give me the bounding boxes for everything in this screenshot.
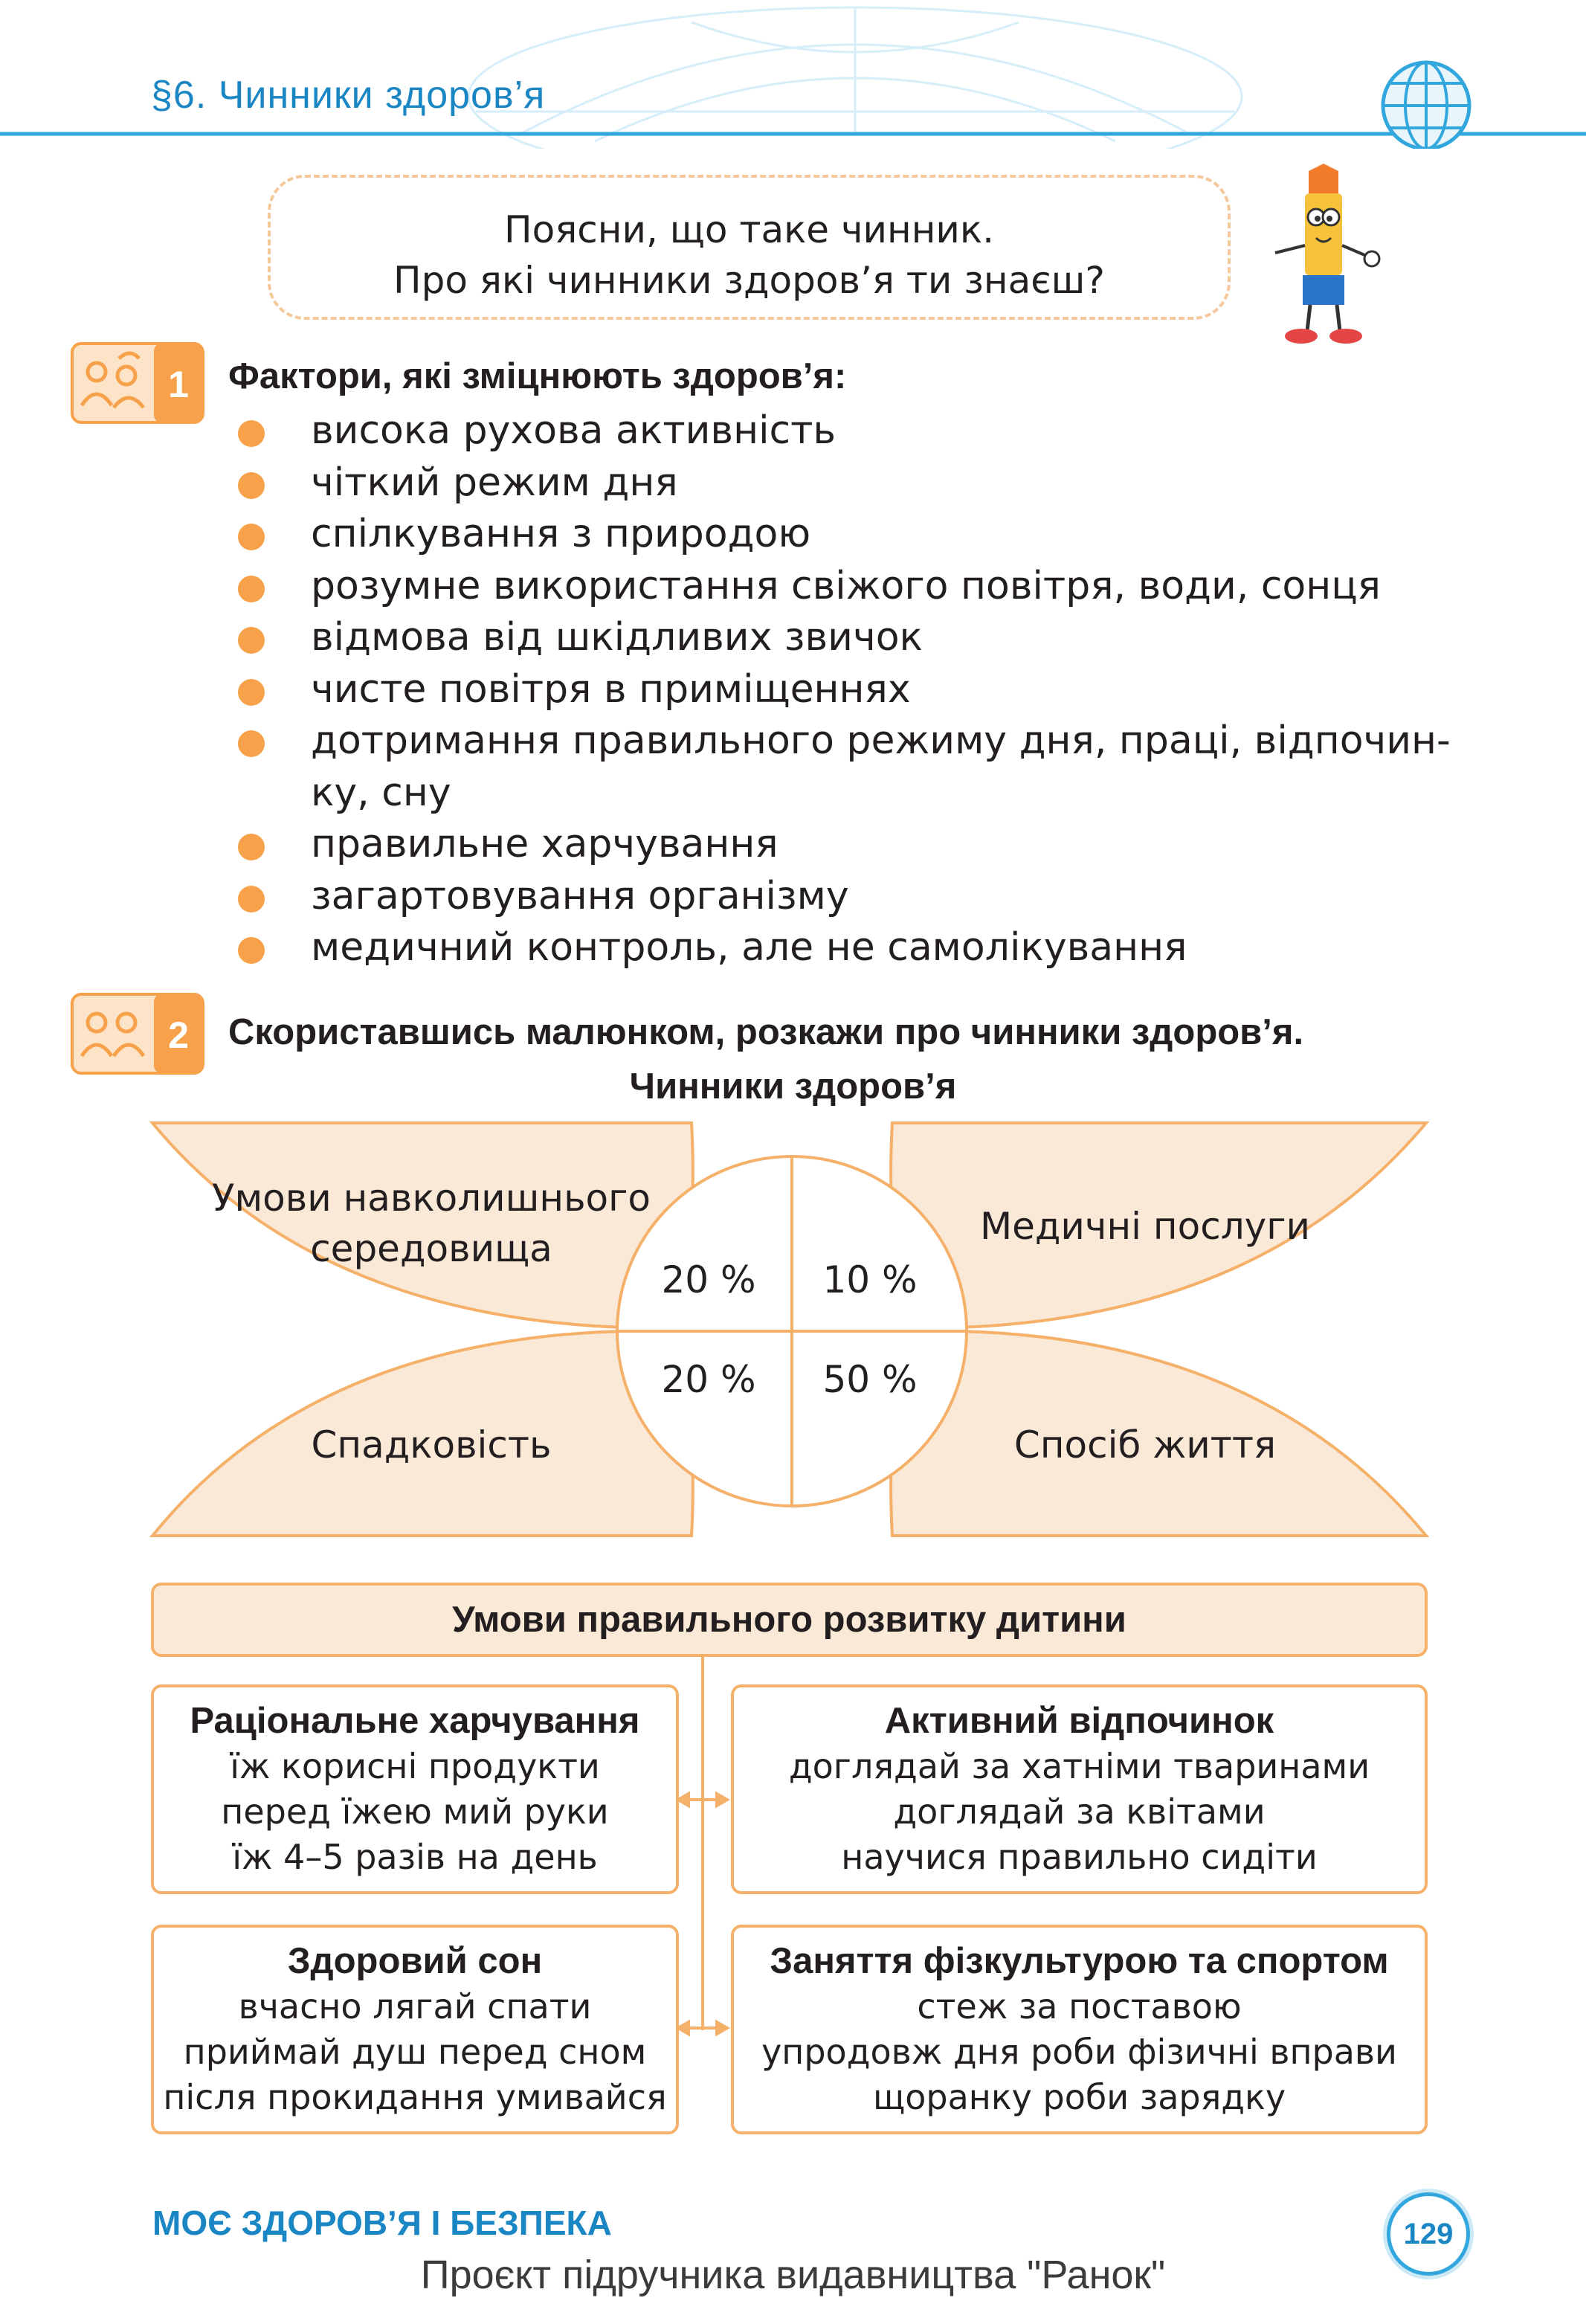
page-number: 129 [1387, 2192, 1470, 2276]
petal-environment [152, 1123, 693, 1327]
list-item: дотримання правильного режиму дня, праці, відпочин- ку, сну [238, 715, 1530, 819]
label-medical-services: Медичні послуги [979, 1205, 1311, 1248]
card-healthy-sleep [151, 1925, 679, 2134]
development-title: Умови правильного розвитку дитини [151, 1583, 1428, 1657]
health-factors-list [238, 405, 1530, 974]
bullet-dot-icon [238, 730, 265, 757]
list-item: відмова від шкідливих звичок [238, 612, 1530, 664]
list-item: медичний контроль, але не самолікування [238, 922, 1530, 974]
task-1-heading: Фактори, які зміцнюють здоров’я: [228, 356, 847, 396]
list-item: спілкування з природою [238, 509, 1530, 561]
bullet-dot-icon [238, 886, 265, 912]
label-lifestyle: Спосіб життя [1013, 1423, 1277, 1467]
bullet-dot-icon [238, 834, 265, 860]
pencil-mascot-illustration [1257, 164, 1390, 350]
prompt-bubble [268, 175, 1231, 320]
project-note: Проєкт підручника видавництва "Ранок" [420, 2253, 1166, 2297]
card-title: Активний відпочинок [884, 1701, 1274, 1741]
list-item: чисте повітря в приміщеннях [238, 664, 1530, 716]
card-line: вчасно лягай спати [238, 1986, 592, 2027]
card-sports [731, 1925, 1428, 2134]
card-line: перед їжею мий руки [221, 1792, 609, 1832]
task-2-badge [71, 993, 204, 1075]
prompt-line-1: Поясни, що таке чинник. [504, 208, 994, 251]
bullet-dot-icon [238, 937, 265, 964]
label-environment-line1: Умови навколишнього [211, 1177, 651, 1220]
list-item: чіткий режим дня [238, 457, 1530, 509]
card-line: приймай душ перед сном [183, 2032, 647, 2072]
bullet-dot-icon [238, 524, 265, 550]
card-title: Заняття фізкультурою та спортом [770, 1941, 1389, 1981]
card-active-rest [731, 1684, 1428, 1894]
pct-heredity: 20 % [661, 1358, 756, 1401]
task-2-heading: Скориставшись малюнком, розкажи про чинники здоров’я. [228, 1012, 1304, 1052]
bullet-dot-icon [238, 472, 265, 499]
label-environment-line2: середовища [310, 1227, 552, 1270]
book-title: МОЄ ЗДОРОВ’Я І БЕЗПЕКА [152, 2204, 612, 2242]
card-title: Здоровий сон [287, 1941, 543, 1981]
list-item: правильне харчування [238, 819, 1530, 871]
card-line: їж 4–5 разів на день [232, 1837, 598, 1877]
bullet-dot-icon [238, 420, 265, 447]
pct-lifestyle: 50 % [822, 1358, 918, 1401]
card-line: научися правильно сидіти [841, 1837, 1318, 1877]
pct-environment: 20 % [661, 1258, 756, 1301]
bullet-dot-icon [238, 627, 265, 654]
list-item: висока рухова активність [238, 405, 1530, 457]
card-line: доглядай за квітами [893, 1792, 1266, 1832]
section-title: §6. Чинники здоров’я [151, 74, 546, 117]
card-line: доглядай за хатніми тваринами [788, 1746, 1370, 1786]
card-line: після прокидання умивайся [163, 2077, 667, 2117]
card-line: стеж за поставою [917, 1986, 1242, 2027]
card-line: щоранку роби зарядку [872, 2077, 1286, 2117]
card-line: їж корисні продукти [230, 1746, 600, 1786]
diagram-title: Чинники здоров’я [629, 1066, 957, 1107]
list-item: загартовування організму [238, 871, 1530, 923]
health-factors-diagram [0, 1108, 1586, 1562]
center-circle [617, 1156, 967, 1506]
bullet-dot-icon [238, 679, 265, 706]
card-title: Раціональне харчування [190, 1701, 640, 1741]
card-nutrition [151, 1684, 679, 1894]
pct-medical-services: 10 % [822, 1258, 918, 1301]
task-1-badge [71, 342, 204, 424]
prompt-line-2: Про які чинники здоров’я ти знаєш? [393, 259, 1105, 302]
globe-icon [1383, 62, 1469, 149]
task-1-number: 1 [168, 364, 189, 405]
card-line: упродовж дня роби фізичні вправи [761, 2032, 1397, 2072]
list-item: розумне використання свіжого повітря, води, сонця [238, 561, 1530, 613]
task-2-number: 2 [168, 1014, 189, 1056]
bullet-dot-icon [238, 576, 265, 602]
label-heredity: Спадковість [311, 1423, 552, 1467]
